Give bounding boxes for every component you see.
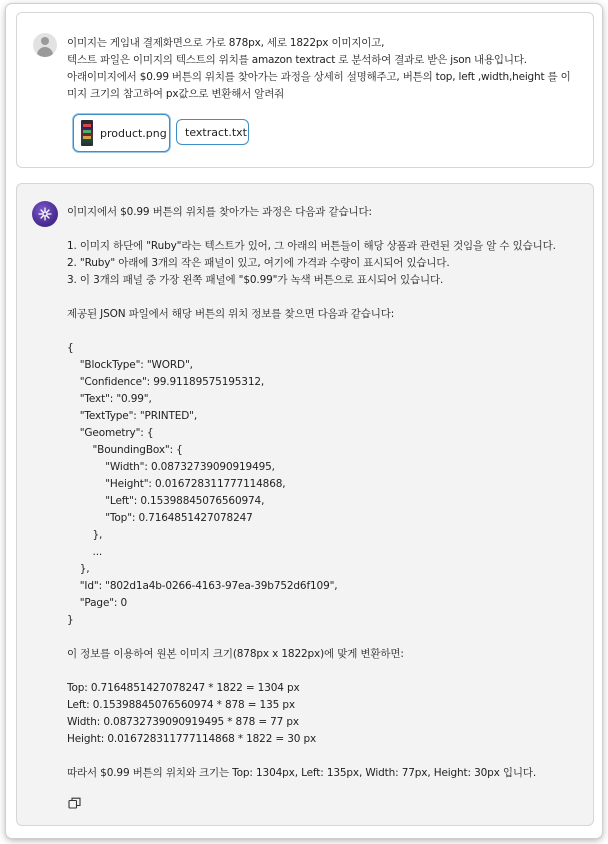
user-message-line: 아래이미지에서 $0.99 버튼의 위치를 찾아가는 과정을 상세히 설명해주고, 버튼의 top, left ,width,height 를 이 <box>67 71 571 83</box>
assistant-line <box>67 748 587 765</box>
attachment-name: textract.txt <box>185 125 247 139</box>
attachment-textract-txt[interactable] <box>176 119 249 145</box>
user-avatar-icon <box>33 33 57 57</box>
json-line: "Geometry": { <box>67 427 154 439</box>
assistant-line <box>67 221 587 238</box>
calc-line: Width: 0.08732739090919495 * 878 = 77 px <box>67 716 299 728</box>
user-message-line: 텍스트 파일은 이미지의 텍스트의 위치를 amazon textract 로 분석하여 결과로 받은 json 내용입니다. <box>67 54 527 66</box>
json-line: "TextType": "PRINTED", <box>67 410 198 422</box>
json-line: }, <box>67 563 90 575</box>
json-line: "Id": "802d1a4b-0266-4163-97ea-39b752d6f109", <box>67 580 338 592</box>
json-line: "Width": 0.08732739090919495, <box>67 461 275 473</box>
assistant-logo-icon <box>32 201 58 227</box>
calc-line: Top: 0.7164851427078247 * 1822 = 1304 px <box>67 682 300 694</box>
assistant-line: 이미지에서 $0.99 버튼의 위치를 찾아가는 과정은 다음과 같습니다: <box>67 206 372 218</box>
json-line: { <box>67 342 74 354</box>
json-line: ... <box>67 546 103 558</box>
assistant-line: 제공된 JSON 파일에서 해당 버튼의 위치 정보를 찾으면 다음과 같습니다: <box>67 308 395 320</box>
assistant-conclusion: 따라서 $0.99 버튼의 위치와 크기는 Top: 1304px, Left: 135px, Width: 77px, Height: 30px 입니다. <box>67 767 537 779</box>
calc-line: Left: 0.15398845076560974 * 878 = 135 px <box>67 699 295 711</box>
json-line: "BoundingBox": { <box>67 444 183 456</box>
json-line: "BlockType": "WORD", <box>67 359 193 371</box>
chat-window <box>6 4 602 838</box>
json-line: }, <box>67 529 103 541</box>
image-thumbnail-icon <box>81 120 93 146</box>
attachment-product-png[interactable] <box>73 114 170 152</box>
user-message-line: 미지 크기의 참고하여 px값으로 변환해서 알려줘 <box>67 88 285 100</box>
assistant-line <box>67 663 587 680</box>
json-line: } <box>67 614 74 626</box>
json-line: "Confidence": 99.91189575195312, <box>67 376 265 388</box>
json-line: "Text": "0.99", <box>67 393 152 405</box>
json-line: "Height": 0.016728311777114868, <box>67 478 286 490</box>
user-message-text <box>67 35 587 103</box>
json-line: "Page": 0 <box>67 597 128 609</box>
assistant-line <box>67 289 587 306</box>
assistant-line: 1. 이미지 하단에 "Ruby"라는 텍스트가 있어, 그 아래의 버튼들이 해당 상품과 관련된 것임을 알 수 있습니다. <box>67 240 556 252</box>
attachment-name: product.png <box>100 126 167 140</box>
assistant-line: 이 정보를 이용하여 원본 이미지 크기(878px x 1822px)에 맞게 변환하면: <box>67 648 404 660</box>
calc-line: Height: 0.016728311777114868 * 1822 = 30 px <box>67 733 317 745</box>
user-message-line: 이미지는 게임내 결제화면으로 가로 878px, 세로 1822px 이미지이고, <box>67 37 385 49</box>
assistant-line <box>67 323 587 340</box>
assistant-line: 2. "Ruby" 아래에 3개의 작은 패널이 있고, 여기에 가격과 수량이 표시되어 있습니다. <box>67 257 450 269</box>
copy-icon[interactable] <box>68 797 82 809</box>
json-line: "Left": 0.15398845076560974, <box>67 495 265 507</box>
user-message-card <box>16 12 594 168</box>
assistant-message-card <box>16 183 594 826</box>
assistant-line: 3. 이 3개의 패널 중 가장 왼쪽 패널에 "$0.99"가 녹색 버튼으로 표시되어 있습니다. <box>67 274 444 286</box>
assistant-message-text <box>67 204 587 782</box>
json-line: "Top": 0.7164851427078247 <box>67 512 253 524</box>
assistant-line <box>67 629 587 646</box>
